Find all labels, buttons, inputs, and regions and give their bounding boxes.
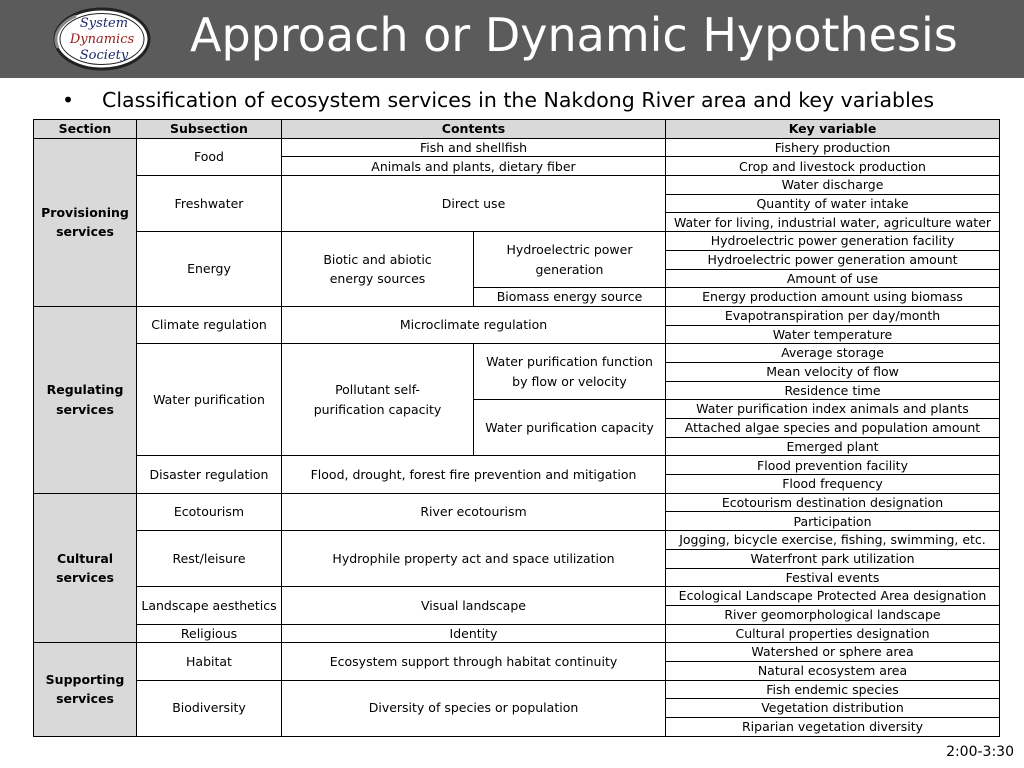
subsection-habitat: Habitat bbox=[137, 643, 282, 680]
content-identity: Identity bbox=[282, 624, 666, 643]
key-variable: Quantity of water intake bbox=[666, 194, 1000, 213]
system-dynamics-society-logo bbox=[52, 6, 152, 72]
key-variable: Flood frequency bbox=[666, 475, 1000, 494]
key-variable: Evapotranspiration per day/month bbox=[666, 306, 1000, 325]
subsection-ecotourism: Ecotourism bbox=[137, 493, 282, 530]
table-row bbox=[34, 643, 1000, 662]
title-bar bbox=[0, 0, 1024, 78]
key-variable: Jogging, bicycle exercise, fishing, swimming, etc. bbox=[666, 531, 1000, 550]
key-variable: Festival events bbox=[666, 568, 1000, 587]
table-row bbox=[34, 138, 1000, 157]
content-flood: Flood, drought, forest fire prevention and mitigation bbox=[282, 456, 666, 493]
key-variable: Energy production amount using biomass bbox=[666, 288, 1000, 307]
header-section: Section bbox=[34, 120, 137, 139]
subsection-biodiversity: Biodiversity bbox=[137, 680, 282, 736]
key-variable: Vegetation distribution bbox=[666, 699, 1000, 718]
section-cultural: Cultural services bbox=[34, 493, 137, 643]
key-variable: Residence time bbox=[666, 381, 1000, 400]
key-variable: Fish endemic species bbox=[666, 680, 1000, 699]
header-subsection: Subsection bbox=[137, 120, 282, 139]
subsection-water-purification: Water purification bbox=[137, 344, 282, 456]
key-variable: Participation bbox=[666, 512, 1000, 531]
key-variable: Ecological Landscape Protected Area designation bbox=[666, 587, 1000, 606]
subsection-religious: Religious bbox=[137, 624, 282, 643]
subsection-food: Food bbox=[137, 138, 282, 175]
key-variable: Riparian vegetation diversity bbox=[666, 718, 1000, 737]
section-provisioning: Provisioning services bbox=[34, 138, 137, 306]
table-row bbox=[34, 306, 1000, 325]
key-variable: Water temperature bbox=[666, 325, 1000, 344]
logo-text-system: System bbox=[79, 16, 129, 31]
subsection-landscape: Landscape aesthetics bbox=[137, 587, 282, 624]
key-variable: Natural ecosystem area bbox=[666, 661, 1000, 680]
table-row bbox=[34, 680, 1000, 699]
key-variable: Ecotourism destination designation bbox=[666, 493, 1000, 512]
subsection-climate: Climate regulation bbox=[137, 306, 282, 343]
key-variable: Flood prevention facility bbox=[666, 456, 1000, 475]
content-river-eco: River ecotourism bbox=[282, 493, 666, 530]
content-microclimate: Microclimate regulation bbox=[282, 306, 666, 343]
content-habitat-support: Ecosystem support through habitat continuity bbox=[282, 643, 666, 680]
key-variable: Amount of use bbox=[666, 269, 1000, 288]
bullet-text: Classification of ecosystem services in the Nakdong River area and key variables bbox=[102, 88, 935, 112]
key-variable: River geomorphological landscape bbox=[666, 605, 1000, 624]
table-row bbox=[34, 587, 1000, 606]
table-row bbox=[34, 344, 1000, 363]
content-hydro: Hydroelectric power generation bbox=[474, 232, 666, 288]
key-variable: Hydroelectric power generation facility bbox=[666, 232, 1000, 251]
logo-text-society: Society bbox=[79, 48, 129, 63]
key-variable: Attached algae species and population amount bbox=[666, 419, 1000, 438]
header-contents: Contents bbox=[282, 120, 666, 139]
content-pollutant: Pollutant self-purification capacity bbox=[282, 344, 474, 456]
table-row bbox=[34, 456, 1000, 475]
subsection-energy: Energy bbox=[137, 232, 282, 307]
table-header-row bbox=[34, 120, 1000, 139]
ecosystem-services-table bbox=[33, 119, 1000, 737]
key-variable: Emerged plant bbox=[666, 437, 1000, 456]
header-key-variable: Key variable bbox=[666, 120, 1000, 139]
content-flow-velocity: Water purification function by flow or velocity bbox=[474, 344, 666, 400]
subsection-rest: Rest/leisure bbox=[137, 531, 282, 587]
key-variable: Crop and livestock production bbox=[666, 157, 1000, 176]
key-variable: Water for living, industrial water, agriculture water bbox=[666, 213, 1000, 232]
table-row bbox=[34, 624, 1000, 643]
content-biotic: Biotic and abiotic energy sources bbox=[282, 232, 474, 307]
key-variable: Watershed or sphere area bbox=[666, 643, 1000, 662]
page-title: Approach or Dynamic Hypothesis bbox=[190, 8, 958, 62]
bullet-icon: • bbox=[62, 88, 75, 112]
key-variable: Average storage bbox=[666, 344, 1000, 363]
table-row bbox=[34, 493, 1000, 512]
content-hydrophile: Hydrophile property act and space utilization bbox=[282, 531, 666, 587]
content-diversity: Diversity of species or population bbox=[282, 680, 666, 736]
key-variable: Waterfront park utilization bbox=[666, 549, 1000, 568]
content-direct-use: Direct use bbox=[282, 176, 666, 232]
key-variable: Hydroelectric power generation amount bbox=[666, 250, 1000, 269]
content-biomass: Biomass energy source bbox=[474, 288, 666, 307]
key-variable: Water purification index animals and plants bbox=[666, 400, 1000, 419]
content-fish: Fish and shellfish bbox=[282, 138, 666, 157]
key-variable: Cultural properties designation bbox=[666, 624, 1000, 643]
table-row bbox=[34, 176, 1000, 195]
time-range: 2:00-3:30 bbox=[946, 744, 1014, 760]
content-animals: Animals and plants, dietary fiber bbox=[282, 157, 666, 176]
key-variable: Mean velocity of flow bbox=[666, 362, 1000, 381]
content-capacity: Water purification capacity bbox=[474, 400, 666, 456]
subsection-freshwater: Freshwater bbox=[137, 176, 282, 232]
table-row bbox=[34, 232, 1000, 251]
key-variable: Fishery production bbox=[666, 138, 1000, 157]
subsection-disaster: Disaster regulation bbox=[137, 456, 282, 493]
content-visual: Visual landscape bbox=[282, 587, 666, 624]
section-regulating: Regulating services bbox=[34, 306, 137, 493]
bullet-item bbox=[62, 88, 934, 112]
key-variable: Water discharge bbox=[666, 176, 1000, 195]
section-supporting: Supporting services bbox=[34, 643, 137, 736]
logo-text-dynamics: Dynamics bbox=[69, 32, 135, 47]
table-row bbox=[34, 531, 1000, 550]
